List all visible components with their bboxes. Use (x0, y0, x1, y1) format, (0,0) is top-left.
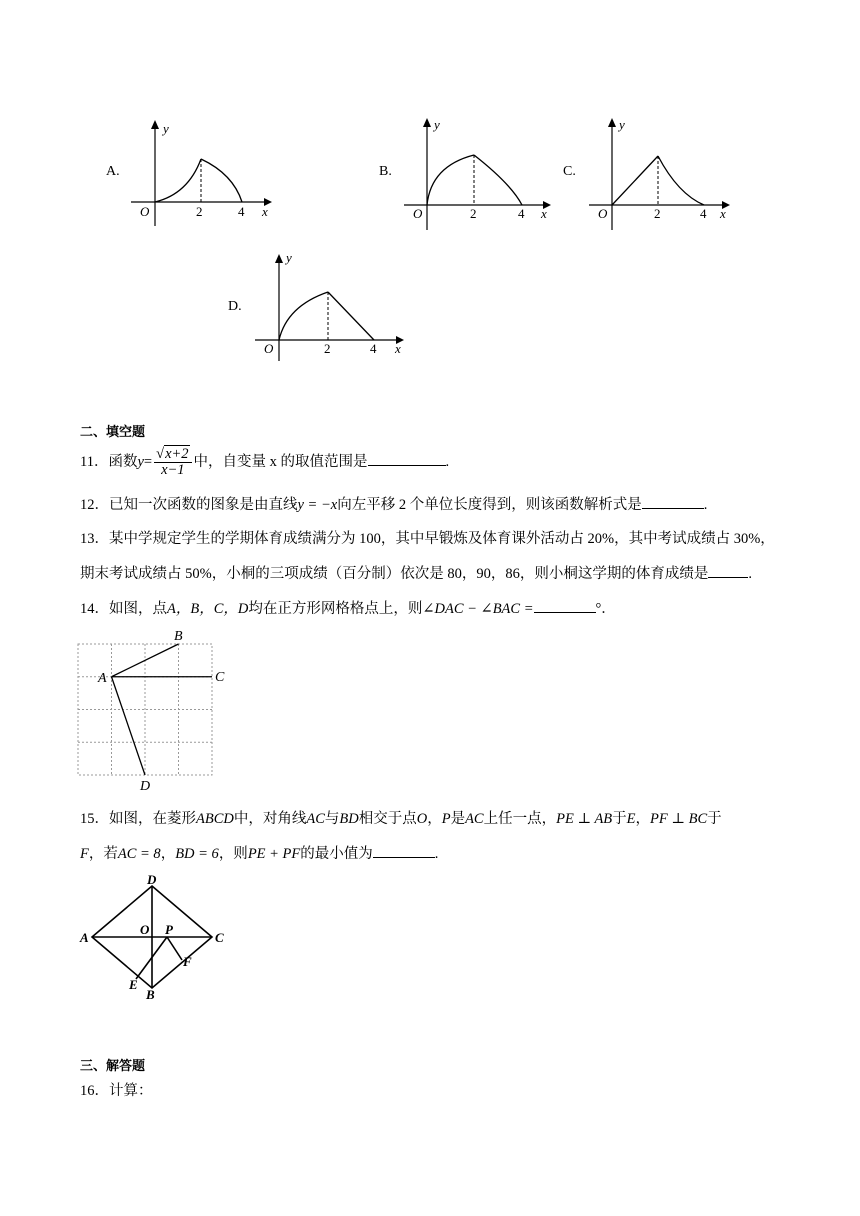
q15-text-e: 上任一点， (483, 811, 557, 827)
section-fill-in-heading: 二、填空题 (80, 425, 146, 440)
q15-comma-2: ， (635, 811, 651, 827)
q12-expr: y = −x (297, 497, 338, 513)
q14-point-b: B (174, 629, 183, 644)
q15-text-c: 相交于点 (358, 811, 417, 827)
q14-number: 14． (80, 601, 109, 617)
q15-point-b: B (146, 987, 155, 1002)
x-axis-label: x (720, 206, 726, 221)
q11-suffix: 中，自变量 x 的取值范围是 (193, 453, 368, 470)
q15-text-h: 的最小值为 (300, 846, 373, 862)
tick-4: 4 (238, 204, 245, 219)
q14-grid-figure (70, 628, 240, 798)
question-16: 16．计算： (80, 1083, 153, 1099)
q15-yu: 与 (324, 811, 340, 827)
q15-bd6: BD = 6 (175, 846, 219, 862)
tick-4: 4 (518, 206, 525, 221)
x-axis-label: x (541, 206, 547, 221)
origin-label: O (264, 341, 274, 356)
q15-o: O (416, 811, 428, 827)
origin-label: O (413, 206, 423, 221)
q14-points: A，B，C，D (167, 601, 249, 617)
option-c-graph (586, 114, 736, 234)
section-solve-heading: 三、解答题 (80, 1059, 146, 1074)
option-b-graph (401, 114, 556, 234)
q12-number: 12． (80, 497, 109, 513)
q15-point-c: C (215, 930, 224, 945)
q13-end: . (748, 566, 752, 582)
q11-answer-blank[interactable] (368, 451, 446, 466)
q14-answer-blank[interactable] (534, 598, 596, 613)
tick-4: 4 (370, 341, 377, 356)
q15-pe-ab: PE ⊥ AB (556, 811, 613, 827)
q12-suffix: 向左平移 2 个单位长度得到，则该函数解析式是 (337, 497, 642, 513)
y-axis-label: y (163, 121, 169, 136)
origin-label: O (598, 206, 608, 221)
q15-rhombus-figure (74, 872, 244, 1002)
q15-bd: BD (339, 811, 359, 827)
q15-ac8: AC = 8 (117, 846, 161, 862)
q11-prefix: 函数 (108, 453, 138, 470)
y-axis-label: y (619, 117, 625, 132)
q14-point-a: A (98, 671, 107, 686)
q15-pf-bc: PF ⊥ BC (650, 811, 708, 827)
q15-sum: PE + PF (247, 846, 301, 862)
q14-prefix: 如图，点 (109, 601, 167, 617)
y-axis-label: y (434, 117, 440, 132)
question-13-line-2 (80, 563, 752, 584)
option-c-label: C. (563, 164, 576, 179)
q15-point-p: P (165, 922, 173, 937)
x-axis-label: x (262, 204, 268, 219)
q15-text-d: 是 (450, 811, 466, 827)
q15-end: . (434, 846, 439, 862)
q14-expr: ∠DAC − ∠BAC = (422, 601, 534, 617)
question-14 (80, 598, 616, 619)
q15-ac: AC (306, 811, 325, 827)
q15-text-a: 15．如图，在菱形 (80, 811, 196, 827)
q12-answer-blank[interactable] (642, 494, 704, 509)
question-11 (80, 447, 449, 478)
option-a-label: A. (106, 164, 120, 179)
option-d-graph (252, 248, 412, 363)
question-15-line-1 (80, 809, 722, 829)
q13-line2-text: 期末考试成绩占 50%，小桐的三项成绩（百分制）依次是 80，90，86，则小桐这学期的体育成绩是 (80, 566, 709, 582)
q14-end: °． (595, 601, 616, 617)
q15-abcd: ABCD (196, 811, 234, 827)
q14-middle: 均在正方形网格格点上，则 (248, 601, 423, 617)
q12-prefix: 已知一次函数的图象是由直线 (109, 497, 298, 513)
q15-point-f: F (183, 954, 192, 969)
q14-point-c: C (215, 670, 225, 685)
q15-e: E (626, 811, 636, 827)
q12-end: . (703, 497, 708, 513)
question-12 (80, 494, 707, 515)
q15-f: F (80, 846, 89, 862)
y-axis-label: y (286, 250, 292, 265)
option-b-label: B. (379, 164, 392, 179)
q15-comma: ， (427, 811, 442, 827)
q11-y: y (137, 453, 144, 470)
q15-point-a: A (80, 930, 89, 945)
question-15-line-2 (80, 843, 438, 864)
option-a-graph (128, 118, 278, 228)
q15-text-f: ，若 (88, 846, 118, 862)
q15-text-g: ，则 (218, 846, 248, 862)
q15-comma-3: ， (160, 846, 176, 862)
tick-2: 2 (470, 206, 477, 221)
option-d-label: D. (228, 299, 242, 314)
q11-denominator: x−1 (161, 462, 185, 478)
q14-point-d: D (140, 779, 151, 794)
tick-2: 2 (196, 204, 203, 219)
q15-text-b: 中，对角线 (233, 811, 307, 827)
tick-4: 4 (700, 206, 707, 221)
tick-2: 2 (324, 341, 331, 356)
q15-answer-blank[interactable] (373, 843, 435, 858)
q11-number: 11． (80, 453, 109, 470)
q15-ac-2: AC (465, 811, 484, 827)
q11-numerator: x+2 (165, 446, 189, 462)
q11-eq: = (143, 453, 153, 470)
q15-point-o: O (140, 922, 150, 937)
origin-label: O (140, 204, 150, 219)
tick-2: 2 (654, 206, 661, 221)
question-13-line-1: 13．某中学规定学生的学期体育成绩满分为 100，其中早锻炼及体育课外活动占 20%，其中考试成绩占 30%， (80, 531, 775, 547)
x-axis-label: x (395, 341, 401, 356)
q15-point-d: D (147, 872, 157, 887)
q15-p: P (441, 811, 451, 827)
q15-yu-f: 于 (707, 811, 722, 827)
q15-yu-e: 于 (612, 811, 627, 827)
q11-end: . (445, 453, 450, 470)
q13-answer-blank[interactable] (708, 563, 748, 578)
q15-point-e: E (129, 977, 138, 992)
q11-fraction: $\frac{√x+2}{x-1}$ (154, 447, 191, 478)
